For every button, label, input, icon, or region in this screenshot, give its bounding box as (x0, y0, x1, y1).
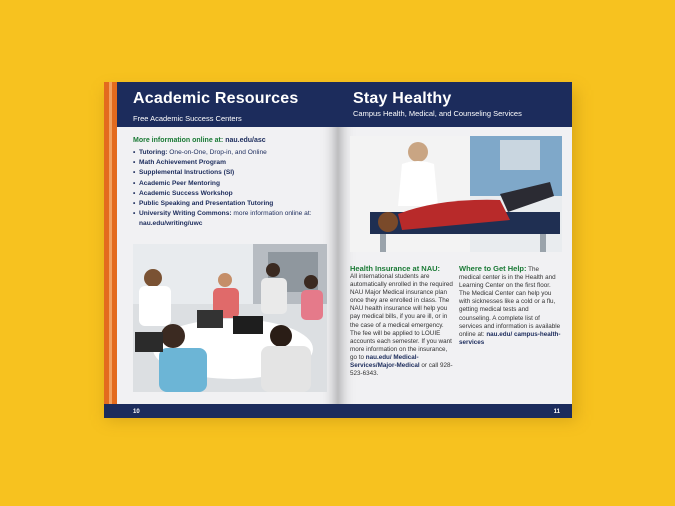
clinic-photo (350, 136, 562, 252)
insurance-url: nau.edu/ Medical-Services/Major-Medical (350, 353, 420, 370)
list-item-label: Math Achievement Program (139, 159, 226, 167)
page-number-left: 10 (133, 409, 140, 415)
study-group-photo (133, 244, 327, 392)
right-page (338, 82, 572, 418)
more-info-url: nau.edu/asc (225, 137, 266, 144)
right-page-footer (338, 404, 572, 418)
help-url: nau.edu/ campus-health-services (459, 330, 561, 346)
help-body: The medical center is in the Health and Learning Center on the first floor. The Medical Center can help you with sicknesses like a cold or a flu, getting medical tests and counseling. A complete list of services and information is available online at: (459, 266, 561, 338)
list-item-label: Academic Success Workshop (139, 189, 233, 197)
insurance-tail: or call 928-523-6343. (350, 362, 453, 378)
list-item (133, 199, 333, 209)
brochure-spread (104, 82, 572, 418)
list-item (133, 179, 333, 189)
left-page-title: Academic Resources (133, 90, 299, 107)
list-item-label: Public Speaking and Presentation Tutoring (139, 200, 274, 208)
writing-url: nau.edu/writing/uwc (139, 220, 203, 228)
left-page (104, 82, 338, 418)
list-item-label: Supplemental Instructions (SI) (139, 169, 235, 177)
orange-edge-tab (104, 82, 117, 418)
resource-list (133, 148, 333, 230)
help-heading: Where to Get Help: (459, 264, 527, 273)
list-item-label: University Writing Commons: (139, 210, 232, 218)
insurance-column (350, 264, 453, 378)
left-page-subtitle: Free Academic Success Centers (133, 114, 242, 123)
page-number-right: 11 (553, 409, 560, 415)
list-item (133, 209, 333, 229)
list-item-detail: more information online at: (233, 210, 312, 218)
list-item-detail: One-on-One, Drop-in, and Online (169, 149, 267, 156)
insurance-body: All international students are automatically enrolled in the required NAU Major Medical insurance plan once they are enrolled in class. The NAU health insurance will help you pay medical bills, if you are ill, or in the case of a medical emergency. The fee will be applied to LOUIE accounts each semester. If you want more information on the insurance, go to (350, 273, 453, 361)
list-item (133, 158, 333, 168)
clinic-illustration (350, 136, 562, 252)
right-page-header (338, 82, 572, 127)
list-item (133, 168, 333, 178)
right-page-subtitle: Campus Health, Medical, and Counseling Services (353, 109, 522, 118)
left-page-footer (104, 404, 338, 418)
list-item (133, 148, 333, 158)
list-item (133, 189, 333, 199)
list-item-label: Academic Peer Mentoring (139, 179, 220, 187)
list-item-label: Tutoring: (139, 149, 168, 156)
help-column (459, 264, 561, 347)
insurance-heading: Health Insurance at NAU: (350, 264, 441, 273)
study-group-illustration (133, 244, 327, 392)
more-info-label: More information online at: (133, 137, 224, 144)
more-info-line (133, 137, 266, 144)
right-page-title: Stay Healthy (353, 90, 452, 107)
